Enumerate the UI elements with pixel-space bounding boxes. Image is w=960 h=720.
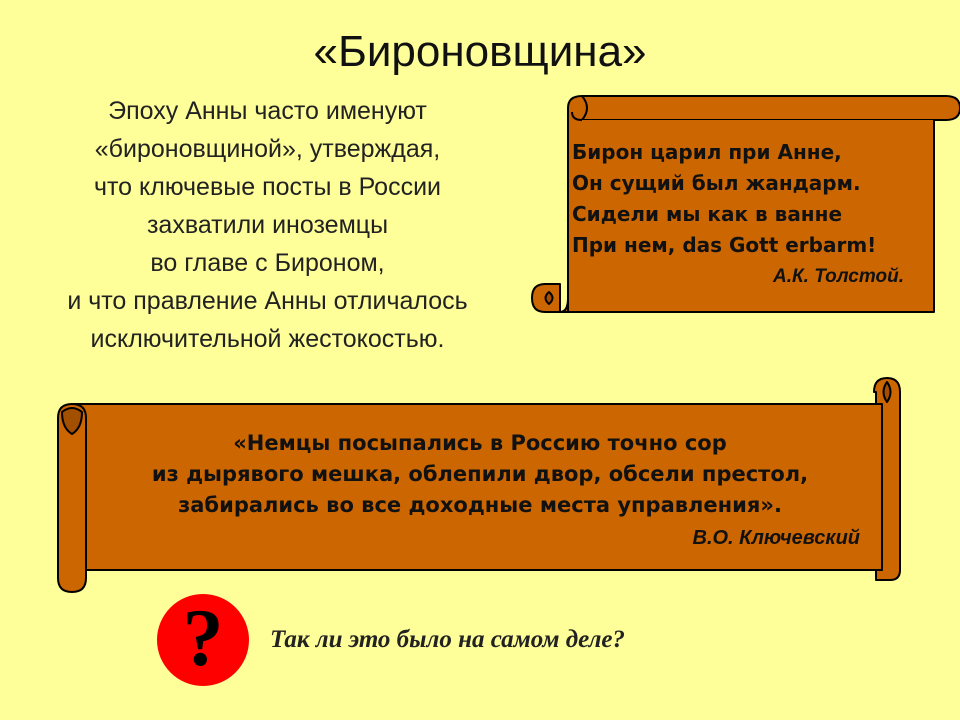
- poem-author: А.К. Толстой.: [773, 266, 904, 287]
- intro-line: исключительной жестокостью.: [90, 325, 445, 353]
- poem-text: [572, 137, 922, 292]
- intro-text: [0, 92, 535, 358]
- quote-line: из дырявого мешка, облепили двор, обсели престол,: [151, 462, 809, 486]
- quote-line: забирались во все доходные места управления».: [178, 493, 782, 517]
- poem-line: Сидели мы как в ванне: [572, 202, 843, 226]
- intro-line: захватили иноземцы: [146, 211, 389, 239]
- intro-line: что ключевые посты в России: [93, 173, 442, 201]
- poem-line: Бирон царил при Анне,: [572, 140, 842, 164]
- poem-line: Он сущий был жандарм.: [572, 171, 861, 195]
- slide-title: «Бироновщина»: [313, 27, 647, 76]
- intro-line: во главе с Бироном,: [150, 249, 385, 277]
- question-text: Так ли это было на самом деле?: [270, 626, 626, 653]
- intro-line: «бироновщиной», утверждая,: [94, 135, 441, 163]
- quote-line: «Немцы посыпались в Россию точно сор: [233, 431, 727, 455]
- question-mark-icon: [157, 594, 249, 686]
- question-mark-glyph: ?: [182, 592, 224, 683]
- poem-line: При нем, das Gott erbarm!: [572, 233, 877, 257]
- intro-line: Эпоху Анны часто именуют: [108, 97, 427, 125]
- intro-line: и что правление Анны отличалось: [67, 287, 468, 315]
- quote-author: В.О. Ключевский: [692, 527, 860, 549]
- quote-text: [100, 428, 860, 554]
